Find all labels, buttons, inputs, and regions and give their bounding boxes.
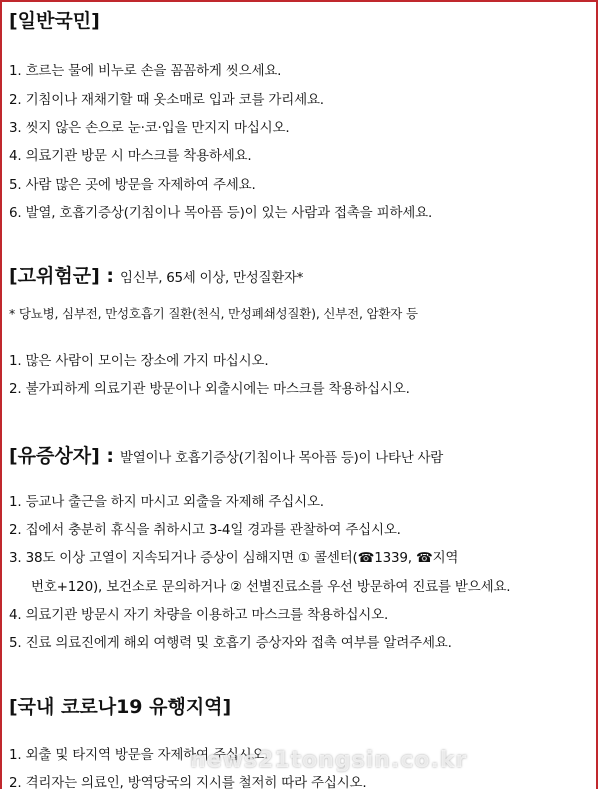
list-item: 1. 외출 및 타지역 방문을 자제하여 주십시오. (9, 747, 269, 763)
list-item: 3. 38도 이상 고열이 지속되거나 증상이 심해지면 ① 콜센터(☎1339, ☎지역 (9, 550, 459, 566)
list-item: 6. 발열, 호흡기증상(기침이나 목아픔 등)이 있는 사람과 접촉을 피하세요. (9, 205, 433, 221)
list-item: 2. 집에서 충분히 휴식을 취하시고 3-4일 경과를 관찰하여 주십시오. (9, 522, 401, 538)
section-heading-general-public: [일반국민] (9, 10, 100, 32)
list-item: 2. 격리자는 의료인, 방역당국의 지시를 철저히 따라 주십시오. (9, 775, 367, 791)
list-item: 4. 의료기관 방문 시 마스크를 착용하세요. (9, 148, 252, 164)
section-heading-domestic-outbreak-region: [국내 코로나19 유행지역] (9, 696, 232, 718)
heading-label: [유증상자] : (9, 445, 114, 467)
list-item: 5. 진료 의료진에게 해외 여행력 및 호흡기 증상자와 접촉 여부를 알려주세요. (9, 635, 452, 651)
list-item: 1. 많은 사람이 모이는 장소에 가지 마십시오. (9, 353, 269, 369)
section-heading-high-risk (9, 261, 303, 288)
list-item: 4. 의료기관 방문시 자기 차량을 이용하고 마스크를 착용하십시오. (9, 607, 389, 623)
list-item-continuation: 번호+120), 보건소로 문의하거나 ② 선별진료소를 우선 방문하여 진료를 받으세요. (31, 579, 511, 595)
list-item: 3. 씻지 않은 손으로 눈·코·입을 만지지 마십시오. (9, 120, 290, 136)
watermark: news21tongsin.co.kr (190, 748, 468, 773)
list-item: 1. 흐르는 물에 비누로 손을 꼼꼼하게 씻으세요. (9, 63, 282, 79)
heading-subtitle: 발열이나 호흡기증상(기침이나 목아픔 등)이 나타난 사람 (120, 450, 443, 466)
heading-label: [고위험군] : (9, 265, 114, 287)
footnote: * 당뇨병, 심부전, 만성호흡기 질환(천식, 만성폐쇄성질환), 신부전, 암환자 등 (9, 306, 418, 321)
list-item: 2. 기침이나 재채기할 때 옷소매로 입과 코를 가리세요. (9, 92, 324, 108)
section-heading-symptomatic (9, 441, 443, 468)
list-item: 2. 불가피하게 의료기관 방문이나 외출시에는 마스크를 착용하십시오. (9, 381, 410, 397)
heading-subtitle: 임신부, 65세 이상, 만성질환자* (120, 270, 304, 286)
list-item: 5. 사람 많은 곳에 방문을 자제하여 주세요. (9, 177, 256, 193)
list-item: 1. 등교나 출근을 하지 마시고 외출을 자제해 주십시오. (9, 494, 324, 510)
